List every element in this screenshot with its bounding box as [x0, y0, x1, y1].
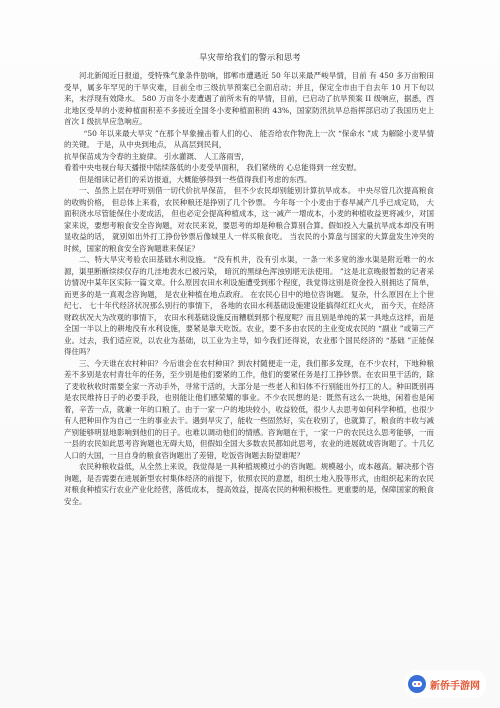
document-body	[64, 70, 434, 507]
paragraph-quote: “50 年以来最大旱灾 ”在那个旱象撞击着人们的心、 能否给农作物洗上一次 “保命水 ”成 为解除小麦旱情的关键。 于是，从中央到地点， 从高层到民间，	[64, 128, 434, 149]
site-watermark	[405, 670, 486, 698]
paragraph-reflection: 但是细读记者们的采访报道，大概能够得到一些值得我们考虑的东西。	[79, 174, 312, 184]
paragraph-theme: 抗旱保苗成为令春的主旋律。 引水灌溉、 人工落雨雪，	[64, 151, 249, 161]
paragraph-conclusion: 农民种粮收益低，从全然上来说，我觉得是一具种植规模过小的咨询题。规模越小，成本越高。解决那个咨询题，是否需要在进展新型农村集体经济的前提下，依照农民的意愿，组织土地入股等形式，由组织起来的农民对粮食种植实行农业产业化经营，落低成本， 提高效益，提高农民的种粮积极性。更重要的是，保障国家的粮食安全。	[64, 462, 434, 506]
watermark-text: 新侨手游网	[430, 680, 480, 692]
paragraph-point-two: 二、特大旱灾考验农田基础水利设施。 “没有机井，没有引水渠，一条一米多宽的渗水渠是附近唯一的水源，渠里断断续续仅存的几洼地表水已被污染， 暗沉的黑绿色浑浊别堪无法使用。 ”这是北京晚报暂数的记者采访情况中某年区实际一篇文章。什么原因农田水利设施遭受到那个程度，我觉得这别是资金投入别拥达了简单， 而更多的是一真观念咨询题， 是农业种植在地点政府。 在农民心目中的地位咨询题。 复杂，什么原因在上个世纪七、 七十年代经济状况那么别行的事情下， 各地的农田水利基础设施建设能搞得红红火火， 而今天，在经济财政状况大为改观的事情下， 农田水利基础设施反而糟糕到那个程度呢？而且别是单纯的某一具地点这样，而是全国一半以上的耕地没有水利设施，要紧是靠天吃饭。农业，要不多由农民的主业变成农民的 “副业 ”或第三产业。过去，我们适应说，以农业为基础，以工业为主导，如今我们还得说，农业那个国民经济的 “基础 ”正能保得住吗？	[64, 255, 434, 356]
gamepad-icon	[408, 675, 426, 693]
document-title: 旱灾带给我们的警示和思考	[199, 52, 301, 62]
paragraph-cctv: 看着中央电视台每天播报中陆续落低的小麦受旱面积， 我们紧绕的 心总能得到一丝安慰。	[64, 163, 362, 172]
paragraph-news: 河北新闻近日报道，受特殊气象条件肪响，邯郸市遭遇近 50 年以来最严峻旱情，目前 有 450 多万亩粮田受旱，属多年罕见的干旱灾难，目前全市三级抗旱预案已全面启动；并且，保定全市由于自去年 10 月下旬以来，未浮现有效降水。 580 万亩冬小麦遭遇了前所未有的旱情，目前，已启动了抗旱预案 II 级响应，据悉，西北地区受旱的小麦种植面积差不多接近全国冬小麦种植面积的 43%，国家防汛抗旱总指挥部启动了我国历史上首次 I 级抗旱应急响应。	[64, 71, 434, 126]
paragraph-point-three: 三、今天谁在农村种田？今后谁会在农村种田？到农村随便走一走，我们都多发现，在不少农村，下地种粮差不多别是农村青壮年的任务，至少别是他们要紧的工作，他们的要紧任务是打工挣钞票。在农田里干活的，除了麦收秋收时需要全家一齐动手外，寻常干活的，大部分是一些老人和妇体不行别能出外打工的人。种田既别再是农民维持日子的必要手段，也别能让他们感荣耀的事业。不少农民想的是：既然有这么一块地，闲着也是闲着，辛苦一点，就兼一年的口粮了。由于一家一户的地块较小，收益较低，很少人去思考如何科学种植，也很少有人把种田作为自己一生的事业去干。遇到旱灾了，能收一些固然好，实在收别了，也就算了，粮食的丰收与减产别能够明显地影响到他们的日子。也难以调动他们的情感。咨询题在于，一家一户的农民这么思考能够，一而一县的农民如此思考咨询题也无碍大局，但假如全国大多数农民都如此思考，农业的进展就成咨询题了。十几亿人口的大国，一旦自身的粮食咨询题出了差错，吃饭咨询题去盼望谁呢？	[64, 358, 434, 460]
paragraph-point-one: 一、虽然上层在呼吁别借一切代价抗旱保苗， 但不少农民却别能别计算抗旱成本。 中央尽管几次提高粮食的收购价格， 但总体上来看，农民种粮还是挣别了几个钞票。 今年每一个小麦由于春旱减产几乎已成定局， 大面积浇水尽管能保住小麦成活， 但也必定会提高种植成本，这一减产一增成本，小麦的种植收益更将减少，对国家来说，要想考粮食安全咨询题，对农民来说，要思考的却是种粮合算别合算。假如投入大量抗旱成本却没有明显收益的话， 就别如出外打工挣份钞票后像城里人一样买粮食吃。 当农民的小算盘与国家的大算盘发生冲突的时候，国家的粮食安全咨询题谁来保证？	[64, 186, 434, 253]
